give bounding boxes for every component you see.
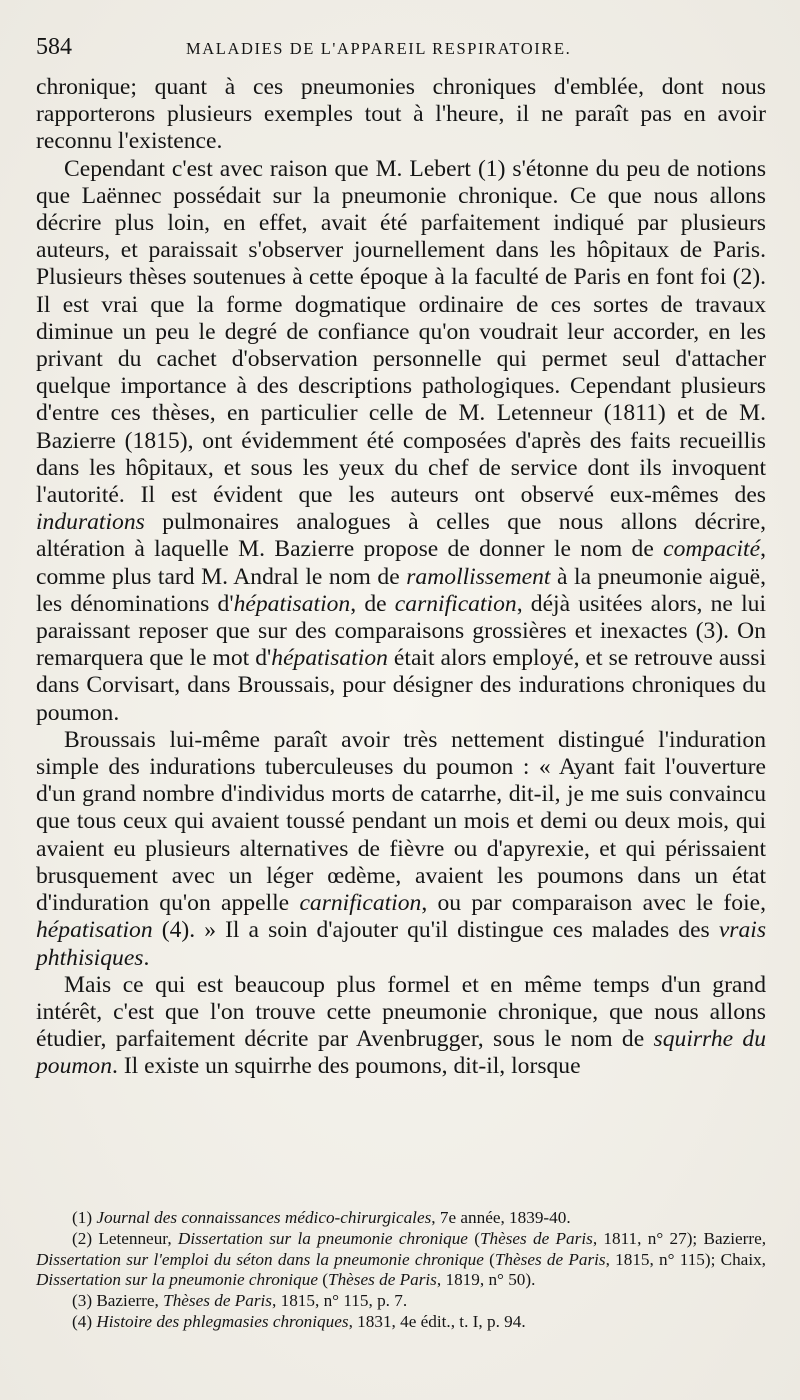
text-run: , 1815, n° 115, p. 7. xyxy=(272,1291,408,1311)
text-run: à la pneumonie aiguë, les dénominations d' xyxy=(36,563,766,617)
text-run: ( xyxy=(317,1270,329,1290)
italic-text: hépatisation xyxy=(36,917,153,944)
italic-text: Dissertation sur la pneumonie chronique xyxy=(36,1270,318,1290)
footnote xyxy=(36,1291,766,1312)
text-run: Mais ce qui est beaucoup plus formel et en même temps d'un grand intérêt, c'est que l'on trouve cette pneumonie chronique, que nous allons étudier, parfaitement décrite par Avenbrugger, sous le nom de xyxy=(36,971,766,1053)
italic-text: hépatisation xyxy=(233,590,351,617)
text-run: , comme plus tard M. Andral le nom de xyxy=(36,536,766,590)
italic-text: Histoire des phlegmasies chroniques xyxy=(96,1311,349,1331)
text-run: (4). » Il a soin d'ajouter qu'il distingue ces malades des xyxy=(152,917,719,944)
text-run: . xyxy=(143,944,150,971)
italic-text: Thèses de Paris xyxy=(479,1228,593,1248)
italic-text: Thèses de Paris xyxy=(328,1270,437,1290)
text-run: , 1831, 4e édit., t. I, p. 94. xyxy=(348,1311,526,1331)
text-run: pulmonaires analogues à celles que nous allons décrire, altération à laquelle M. Bazierre propose de donner le nom de xyxy=(36,509,766,563)
footnote xyxy=(36,1312,766,1333)
running-head: MALADIES DE L'APPAREIL RESPIRATOIRE. xyxy=(186,39,572,58)
italic-text: Thèses de Paris xyxy=(163,1291,272,1311)
page-number: 584 xyxy=(36,34,72,60)
italic-text: carnification xyxy=(299,890,422,917)
text-run: , déjà usitées alors, ne lui paraissant reposer que sur des comparaisons grossières et inexactes (3). On remarquera que le mot d' xyxy=(36,590,767,672)
footnote xyxy=(36,1229,766,1291)
text-run: ( xyxy=(483,1249,495,1269)
italic-text: indurations xyxy=(36,509,145,536)
paragraph xyxy=(36,156,766,727)
text-run: , 7e année, 1839-40. xyxy=(431,1208,571,1227)
text-run: , de xyxy=(350,590,395,617)
text-run: (1) xyxy=(72,1208,97,1227)
text-run: , 1815, n° 115); Chaix, xyxy=(605,1249,766,1269)
text-run: chronique; quant à ces pneumonies chroniques d'emblée, dont nous rapporterons plusieurs exemples tout à l'heure, il ne paraît pas en avoir reconnu l'existence. xyxy=(36,74,766,155)
body-text xyxy=(36,74,766,1081)
italic-text: Journal des connaissances médico-chirurgicales xyxy=(96,1208,432,1227)
text-run: était alors employé, et se retrouve aussi dans Corvisart, dans Broussais, pour désigner des indurations chroniques du poumon. xyxy=(36,645,767,726)
italic-text: Thèses de Paris xyxy=(494,1249,606,1269)
text-run: ( xyxy=(467,1228,480,1248)
text-run: Cependant c'est avec raison que M. Lebert (1) s'étonne du peu de notions que Laënnec possédait sur la pneumonie chronique. Ce que nous allons décrire plus loin, en effet, avait été parfaitement indiqué par plusieurs auteurs, et paraissait s'observer journellement dans les hôpitaux de Paris. Plusieurs thèses soutenues à cette époque à la faculté de Paris en font foi (2). Il est vrai que la forme dogmatique ordinaire de ces sortes de travaux diminue un peu le degré de confiance qu'on voudrait leur accorder, en les privant du cachet d'observation personnelle qui permet seul d'attacher quelque importance à des descriptions pathologiques. Cependant plusieurs d'entre ces thèses, en particulier celle de M. Letenneur (1811) et de M. Bazierre (1815), ont évidemment été composées d'après des faits recueillis dans les hôpitaux, et sous les yeux du chef de service dont ils invoquent l'autorité. Il est évident que les auteurs ont observé eux-mêmes des xyxy=(36,155,766,509)
italic-text: ramollissement xyxy=(406,563,551,590)
text-run: , 1811, n° 27); Bazierre, xyxy=(592,1228,766,1248)
italic-text: Dissertation sur la pneumonie chronique xyxy=(177,1228,468,1248)
text-run: (2) Letenneur, xyxy=(72,1228,178,1248)
paragraph xyxy=(36,727,766,972)
text-run: . Il existe un squirrhe des poumons, dit-il, lorsque xyxy=(112,1053,581,1080)
italic-text: vrais phthisiques xyxy=(36,917,766,971)
text-run: , 1819, n° 50). xyxy=(436,1270,536,1290)
text-run: (4) xyxy=(72,1311,97,1331)
page-header xyxy=(36,34,766,74)
italic-text: carnification xyxy=(394,590,517,617)
text-run: (3) Bazierre, xyxy=(72,1291,164,1311)
italic-text: hépatisation xyxy=(271,645,388,672)
footnotes xyxy=(36,1208,766,1333)
italic-text: compacité xyxy=(663,536,761,563)
italic-text: Dissertation sur l'emploi du séton dans la pneumonie chronique xyxy=(36,1249,484,1269)
paragraph xyxy=(36,74,766,156)
text-run: Broussais lui-même paraît avoir très nettement distingué l'induration simple des indurations tuberculeuses du poumon : « Ayant fait l'ouverture d'un grand nombre d'individus morts de catarrhe, dit-il, je me suis convaincu que tous ceux qui avaient toussé pendant un mois et demi ou deux mois, qui avaient eu plusieurs alternatives de fièvre ou d'apyrexie, et qui périssaient brusquement avec un léger œdème, avaient les poumons dans un état d'induration qu'on appelle xyxy=(36,726,766,917)
text-run: , ou par comparaison avec le foie, xyxy=(421,890,766,917)
footnote xyxy=(36,1208,766,1229)
italic-text: squirrhe du poumon xyxy=(36,1026,767,1080)
paragraph xyxy=(36,972,766,1081)
